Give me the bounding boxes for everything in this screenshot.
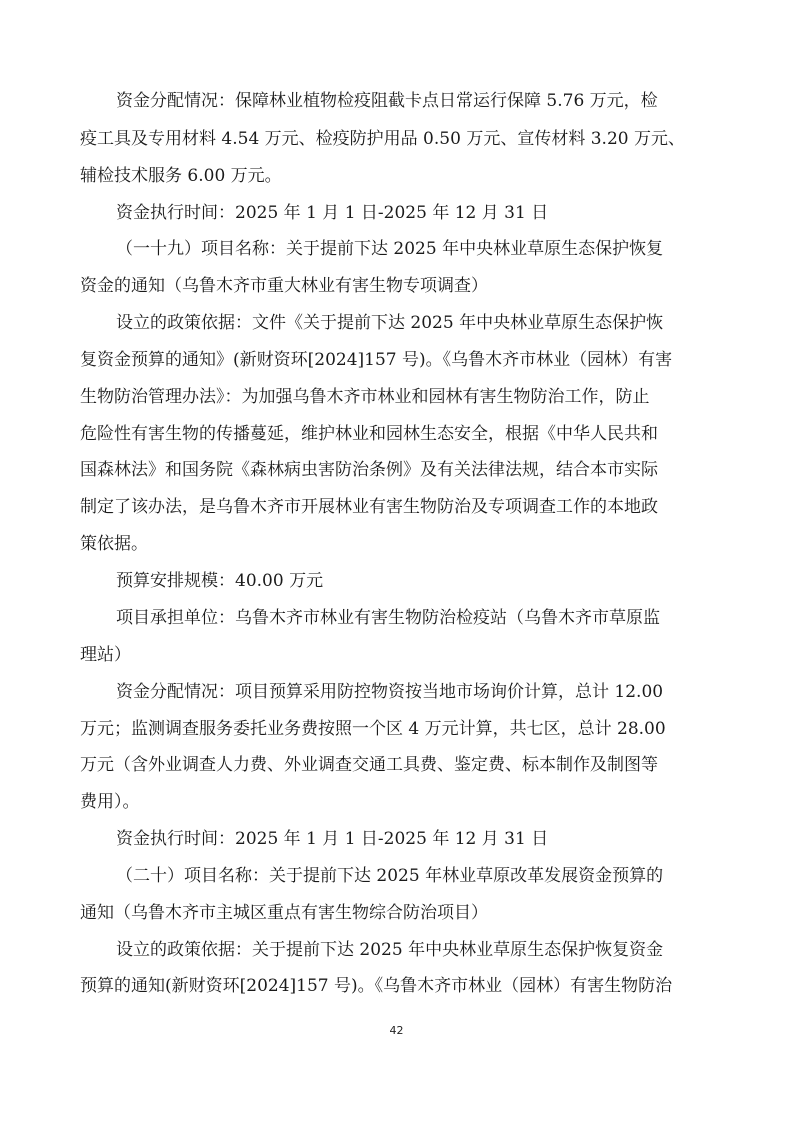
text-line: 辅检技术服务 6.00 万元。 (80, 166, 282, 186)
text-line: （一十九）项目名称：关于提前下达 2025 年中央林业草原生态保护恢复 (116, 239, 664, 259)
text-line: 危险性有害生物的传播蔓延，维护林业和园林生态安全，根据《中华人民共和 (80, 424, 658, 444)
text-line: 复资金预算的通知》(新财资环[2024]157 号)。《乌鲁木齐市林业（园林）有害 (80, 350, 673, 370)
text-line: 费用）。 (80, 792, 140, 812)
text-line: 理站） (80, 645, 131, 665)
text-line: 设立的政策依据：关于提前下达 2025 年中央林业草原生态保护恢复资金 (116, 940, 664, 960)
text-line: 疫工具及专用材料 4.54 万元、检疫防护用品 0.50 万元、宣传材料 3.20 万元、 (80, 129, 685, 149)
text-line: 项目承担单位：乌鲁木齐市林业有害生物防治检疫站（乌鲁木齐市草原监 (116, 608, 660, 628)
text-line: 预算安排规模：40.00 万元 (116, 571, 324, 591)
text-line: 资金分配情况：项目预算采用防控物资按当地市场询价计算，总计 12.00 (116, 682, 664, 702)
text-line: 万元；监测调查服务委托业务费按照一个区 4 万元计算，共七区，总计 28.00 (80, 719, 666, 739)
text-line: 策依据。 (80, 534, 148, 554)
text-line: 资金执行时间：2025 年 1 月 1 日-2025 年 12 月 31 日 (116, 829, 549, 849)
text-line: 通知（乌鲁木齐市主城区重点有害生物综合防治项目） (80, 903, 488, 923)
text-line: 万元（含外业调查人力费、外业调查交通工具费、鉴定费、标本制作及制图等 (80, 755, 658, 775)
text-line: （二十）项目名称：关于提前下达 2025 年林业草原改革发展资金预算的 (116, 866, 664, 886)
text-line: 资金的通知（乌鲁木齐市重大林业有害生物专项调查） (80, 276, 488, 296)
text-line: 制定了该办法，是乌鲁木齐市开展林业有害生物防治及专项调查工作的本地政 (80, 497, 658, 517)
text-line: 资金分配情况：保障林业植物检疫阻截卡点日常运行保障 5.76 万元，检 (116, 91, 658, 111)
text-line: 生物防治管理办法》：为加强乌鲁木齐市林业和园林有害生物防治工作，防止 (80, 387, 650, 407)
text-line: 设立的政策依据：文件《关于提前下达 2025 年中央林业草原生态保护恢 (116, 313, 664, 333)
page-number: 42 (389, 1024, 404, 1037)
text-line: 预算的通知(新财资环[2024]157 号)。《乌鲁木齐市林业（园林）有害生物防治 (80, 976, 673, 996)
text-line: 资金执行时间：2025 年 1 月 1 日-2025 年 12 月 31 日 (116, 203, 549, 223)
text-line: 国森林法》和国务院《森林病虫害防治条例》及有关法律法规，结合本市实际 (80, 460, 658, 480)
